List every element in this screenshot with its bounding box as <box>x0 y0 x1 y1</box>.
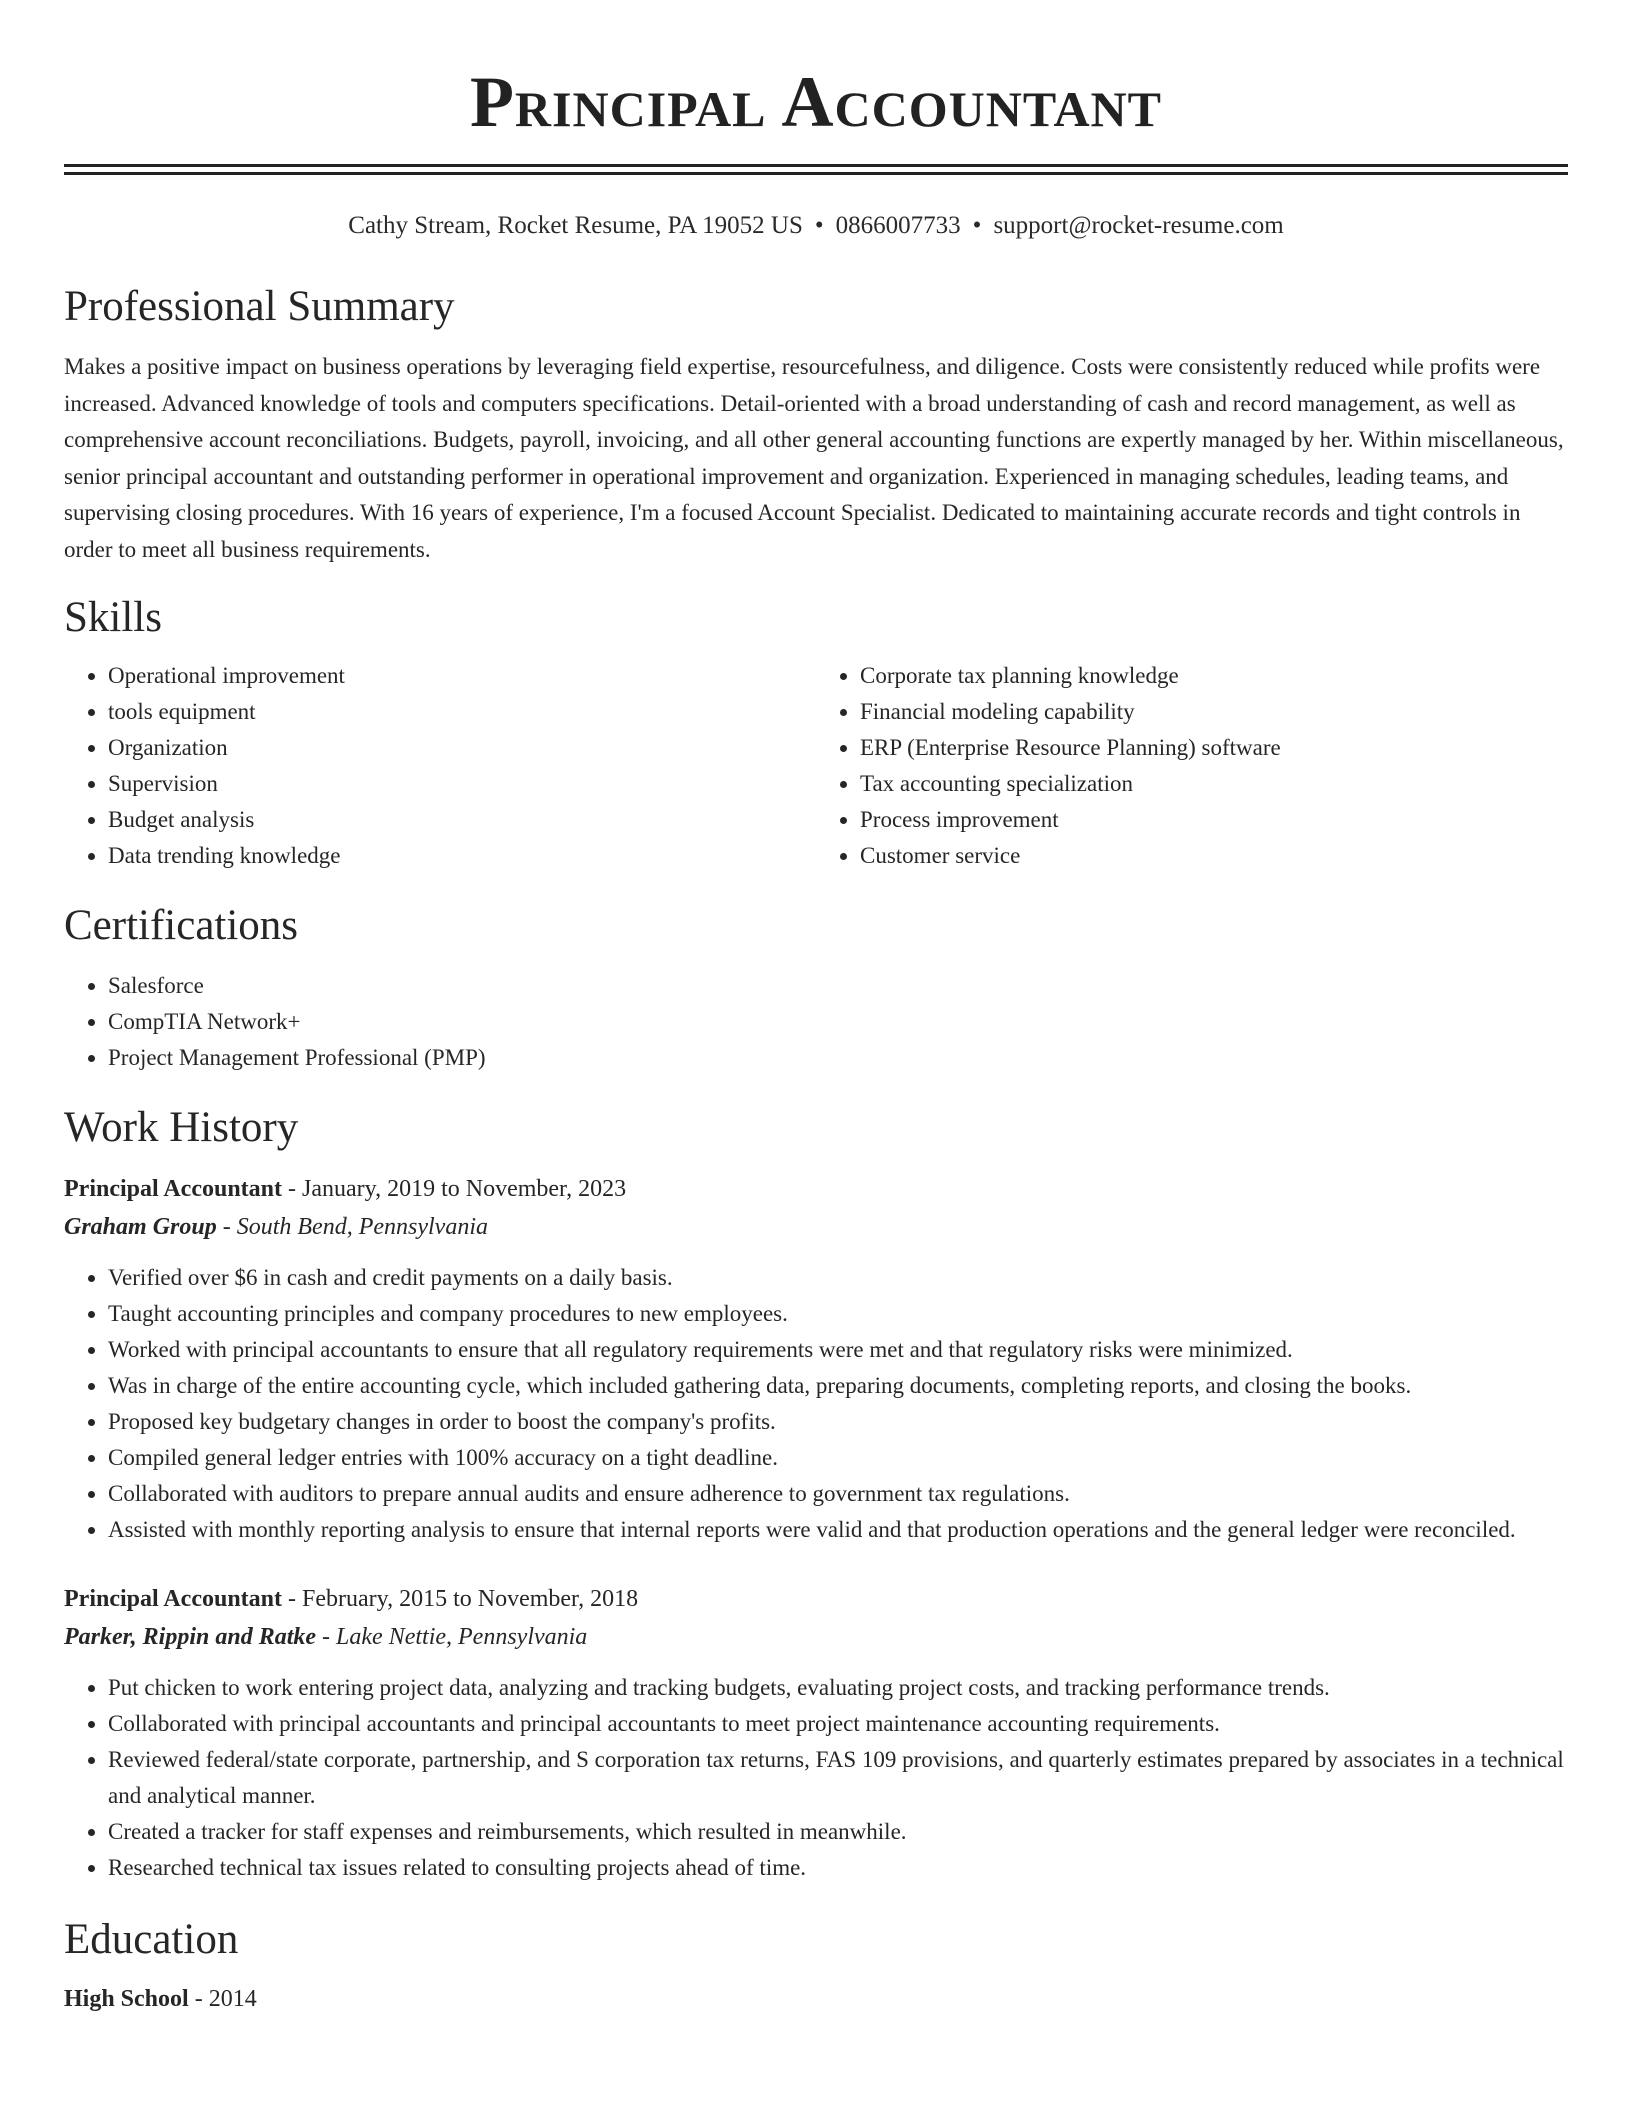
job-bullet: • Created a tracker for staff expenses and reimbursements, which resulted in meanwhile. <box>108 1814 1568 1850</box>
job-title-line <box>64 1170 1568 1208</box>
contact-separator: • <box>814 212 824 239</box>
education-entry <box>64 1980 1568 2018</box>
title-divider <box>64 164 1568 175</box>
contact-separator: • <box>972 212 982 239</box>
summary-heading: Professional Summary <box>64 283 455 330</box>
skills-list-right <box>816 658 1568 874</box>
skill-item: • Supervision <box>108 766 816 802</box>
skill-item: • Operational improvement <box>108 658 816 694</box>
certifications-list <box>64 968 1568 1076</box>
job-bullet: • Put chicken to work entering project data, analyzing and tracking budgets, evaluating project costs, and tracking performance trends. <box>108 1670 1568 1706</box>
skill-item: • Tax accounting specialization <box>860 766 1568 802</box>
education-degree: High School <box>64 1986 189 2012</box>
job-bullet: • Compiled general ledger entries with 100% accuracy on a tight deadline. <box>108 1440 1568 1476</box>
job-title: Principal Accountant <box>64 1176 283 1202</box>
job-company-line <box>64 1618 1568 1656</box>
certifications-section <box>64 900 1568 1076</box>
skill-item: • Customer service <box>860 838 1568 874</box>
job-bullet: • Proposed key budgetary changes in order to boost the company's profits. <box>108 1404 1568 1440</box>
page-title: Principal Accountant <box>469 62 1163 142</box>
contact-line <box>64 211 1568 241</box>
contact-phone: 0866007733 <box>835 212 961 239</box>
job-bullets <box>64 1260 1568 1548</box>
job-location: - South Bend, Pennsylvania <box>216 1214 488 1240</box>
job-company-line <box>64 1208 1568 1246</box>
job-company: Parker, Rippin and Ratke <box>64 1624 317 1650</box>
skills-list-left <box>64 658 816 874</box>
job-bullet: • Taught accounting principles and company procedures to new employees. <box>108 1296 1568 1332</box>
education-section <box>64 1914 1568 2018</box>
skill-item: • Financial modeling capability <box>860 694 1568 730</box>
job-entry <box>64 1170 1568 1548</box>
certification-item: • Project Management Professional (PMP) <box>108 1040 1568 1076</box>
skill-item: • Budget analysis <box>108 802 816 838</box>
job-title: Principal Accountant <box>64 1586 283 1612</box>
education-heading: Education <box>64 1916 239 1963</box>
job-bullet: • Collaborated with principal accountants and principal accountants to meet project maintenance accounting requirements. <box>108 1706 1568 1742</box>
skills-columns <box>64 658 1568 874</box>
contact-address: Cathy Stream, Rocket Resume, PA 19052 US <box>348 212 803 239</box>
job-bullet: • Verified over $6 in cash and credit payments on a daily basis. <box>108 1260 1568 1296</box>
job-dates: - January, 2019 to November, 2023 <box>282 1176 627 1202</box>
certification-item: • Salesforce <box>108 968 1568 1004</box>
skill-item: • Organization <box>108 730 816 766</box>
job-bullet: • Assisted with monthly reporting analysis to ensure that internal reports were valid and that production operations and the general ledger were reconciled. <box>108 1512 1568 1548</box>
summary-text: Makes a positive impact on business operations by leveraging field expertise, resourcefulness, and diligence. Costs were consistently reduced while profits were increased. Advanced knowledge of tools and computers specifications. Detail-oriented with a broad understanding of cash and record management, as well as comprehensive account reconciliations. Budgets, payroll, invoicing, and all other general accounting functions are expertly managed by her. Within miscellaneous, senior principal accountant and outstanding performer in operational improvement and organization. Experienced in managing schedules, leading teams, and supervising closing procedures. With 16 years of experience, I'm a focused Account Specialist. Dedicated to maintaining accurate records and tight controls in order to meet all business requirements. <box>64 354 1564 562</box>
job-company: Graham Group <box>64 1214 217 1240</box>
work-history-heading: Work History <box>64 1104 299 1151</box>
summary-section <box>64 281 1568 568</box>
job-entry <box>64 1580 1568 1886</box>
job-bullet: • Was in charge of the entire accounting cycle, which included gathering data, preparing documents, completing reports, and closing the books. <box>108 1368 1568 1404</box>
skill-item: • Data trending knowledge <box>108 838 816 874</box>
skill-item: • Corporate tax planning knowledge <box>860 658 1568 694</box>
education-year: - 2014 <box>188 1986 257 2012</box>
skills-section <box>64 592 1568 874</box>
job-bullet: • Worked with principal accountants to ensure that all regulatory requirements were met and that regulatory risks were minimized. <box>108 1332 1568 1368</box>
job-location: - Lake Nettie, Pennsylvania <box>316 1624 588 1650</box>
job-bullet: • Collaborated with auditors to prepare annual audits and ensure adherence to government tax regulations. <box>108 1476 1568 1512</box>
work-history-section <box>64 1102 1568 1886</box>
certifications-heading: Certifications <box>64 902 299 949</box>
skill-item: • tools equipment <box>108 694 816 730</box>
certification-item: • CompTIA Network+ <box>108 1004 1568 1040</box>
contact-email: support@rocket-resume.com <box>993 212 1284 239</box>
job-bullet: • Researched technical tax issues related to consulting projects ahead of time. <box>108 1850 1568 1886</box>
skill-item: • ERP (Enterprise Resource Planning) software <box>860 730 1568 766</box>
job-title-line <box>64 1580 1568 1618</box>
job-bullets <box>64 1670 1568 1886</box>
skills-heading: Skills <box>64 594 162 641</box>
skill-item: • Process improvement <box>860 802 1568 838</box>
job-dates: - February, 2015 to November, 2018 <box>282 1586 639 1612</box>
job-bullet: • Reviewed federal/state corporate, partnership, and S corporation tax returns, FAS 109 provisions, and quarterly estimates prepared by associates in a technical and analytical manner. <box>108 1742 1568 1814</box>
